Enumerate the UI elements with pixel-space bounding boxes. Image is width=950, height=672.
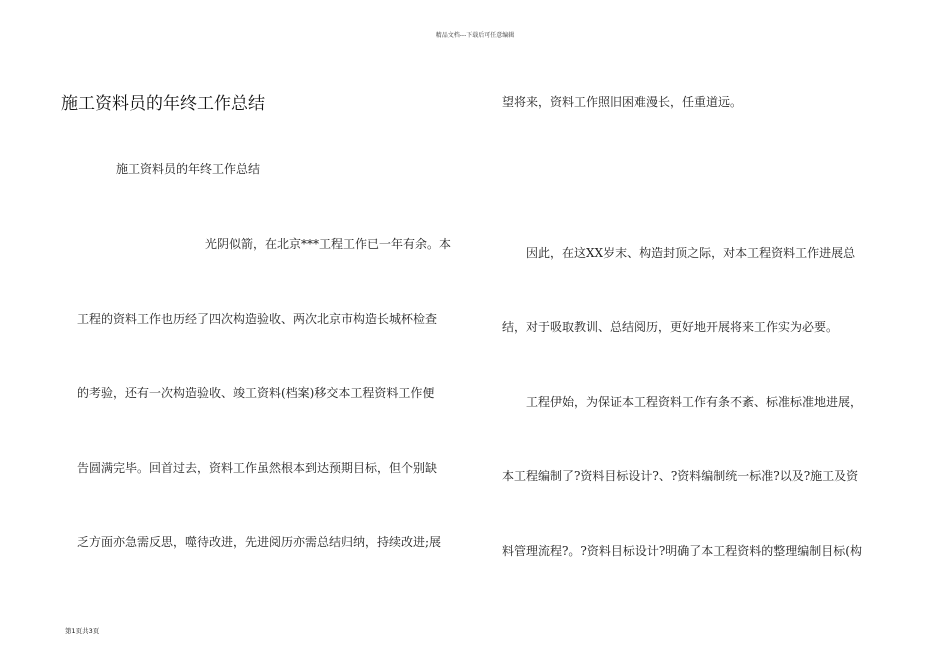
right-line-2: 因此，在这XX岁末、构造封顶之际，对本工程资料工作进展总: [526, 246, 856, 260]
document-title: 施工资料员的年终工作总结: [61, 94, 265, 114]
right-line-4: 工程伊始，为保证本工程资料工作有条不紊、标准标准地进展，: [526, 395, 863, 409]
left-line-4: 告圆满完毕。回首过去，资料工作虽然根本到达预期目标，但个别缺: [77, 461, 438, 475]
left-line-5: 乏方面亦急需反思，噬待改进，先进阅历亦需总结归纳，持续改进;展: [77, 535, 442, 549]
page-number: 第1页共3页: [65, 627, 100, 635]
left-line-2: 工程的资料工作也历经了四次构造验收、两次北京市构造长城杯检查: [77, 312, 438, 326]
header-note: 精品文档---下载后可任意编辑: [435, 32, 515, 39]
document-subtitle: 施工资料员的年终工作总结: [116, 162, 261, 176]
right-line-6: 料管理流程?。?资料目标设计?明确了本工程资料的整理编制目标(构: [502, 544, 862, 558]
right-line-3: 结，对于吸取教训、总结阅历，更好地开展将来工作实为必要。: [502, 320, 839, 334]
left-line-1: 光阴似箭，在北京***工程工作已一年有余。本: [205, 237, 452, 251]
left-line-3: 的考验，还有一次构造验收、竣工资料(档案)移交本工程资料工作便: [77, 386, 435, 400]
right-line-5: 本工程编制了?资料目标设计?、?资料编制统一标准?以及?施工及资: [502, 469, 859, 483]
right-line-1: 望将来，资料工作照旧困难漫长，任重道远。: [502, 95, 743, 109]
